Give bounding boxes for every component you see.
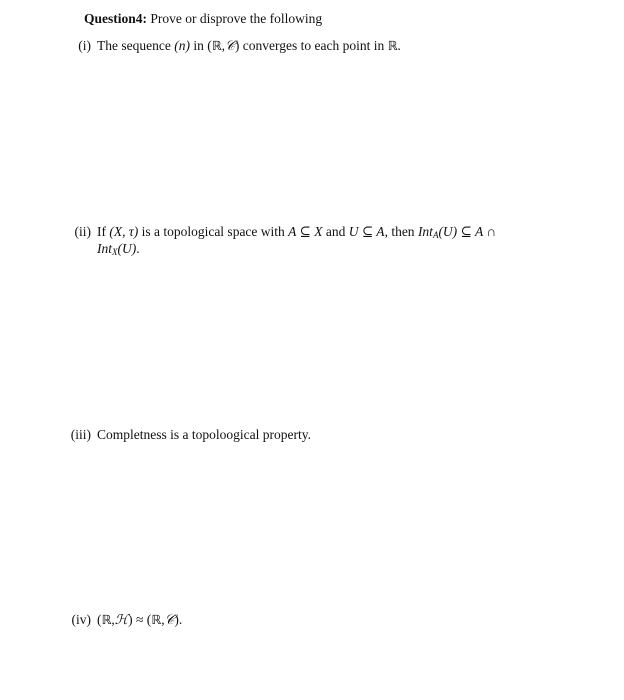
item-text — [97, 38, 401, 54]
text-segment: in — [193, 38, 204, 53]
text-segment: The sequence — [97, 38, 171, 53]
item-number: (ii) — [74, 224, 91, 239]
topology-symbol: 𝒞 — [225, 38, 235, 54]
text-segment: . — [178, 612, 183, 627]
math-segment — [97, 241, 136, 256]
item-number: (iii) — [70, 427, 91, 442]
math-segment: (X, τ) — [109, 224, 139, 239]
text-segment: . — [397, 38, 401, 53]
reals-symbol: ℝ — [211, 38, 222, 53]
subscript: X — [112, 247, 118, 257]
interior-op: Int — [97, 241, 112, 256]
subscript: A — [432, 230, 439, 240]
interior-op: Int — [417, 224, 433, 239]
math-segment: U ⊆ A — [348, 224, 385, 239]
paren: ) — [234, 38, 240, 53]
item-number: (i) — [78, 38, 91, 53]
math-segment — [207, 38, 239, 53]
text-segment: If — [97, 224, 106, 239]
paren: ( — [207, 38, 212, 53]
paren: ) — [174, 612, 179, 627]
text-segment: and — [325, 224, 346, 239]
question-heading — [84, 11, 322, 27]
paren: ( — [146, 612, 152, 627]
paren: ) — [128, 612, 133, 627]
reals-symbol: ℝ — [387, 38, 398, 53]
text-segment: is a topological space with — [141, 224, 285, 239]
question-instruction: Prove or disprove the following — [150, 11, 323, 26]
item-text: Completness is a topoloogical property. — [97, 427, 311, 442]
item-text-line-1 — [97, 224, 496, 240]
comma: , — [111, 612, 115, 627]
reals-symbol: ℝ — [151, 612, 162, 627]
item-text-line-2 — [97, 241, 140, 257]
math-segment — [418, 224, 496, 239]
topology-symbol: 𝒞 — [164, 612, 175, 628]
math-segment: A ⊆ X — [288, 224, 323, 239]
homeomorphic-symbol: ≈ — [136, 612, 144, 627]
comma: , — [161, 612, 165, 627]
reals-symbol: ℝ — [101, 612, 112, 627]
math-segment-tail: (U) ⊆ A ∩ — [438, 224, 497, 239]
paren: ( — [97, 612, 102, 627]
math-segment — [147, 612, 179, 627]
topology-symbol: ℋ — [114, 612, 129, 628]
math-segment-tail: (U) — [117, 241, 137, 256]
math-segment: (n) — [174, 38, 190, 53]
text-segment: converges to each point in — [242, 38, 385, 53]
math-segment — [97, 612, 133, 627]
comma: , — [221, 38, 226, 53]
text-segment: , then — [384, 224, 415, 239]
item-number: (iv) — [71, 612, 91, 627]
item-text — [97, 612, 182, 628]
text-segment: . — [136, 241, 140, 256]
question-label: Question4: — [84, 11, 148, 26]
